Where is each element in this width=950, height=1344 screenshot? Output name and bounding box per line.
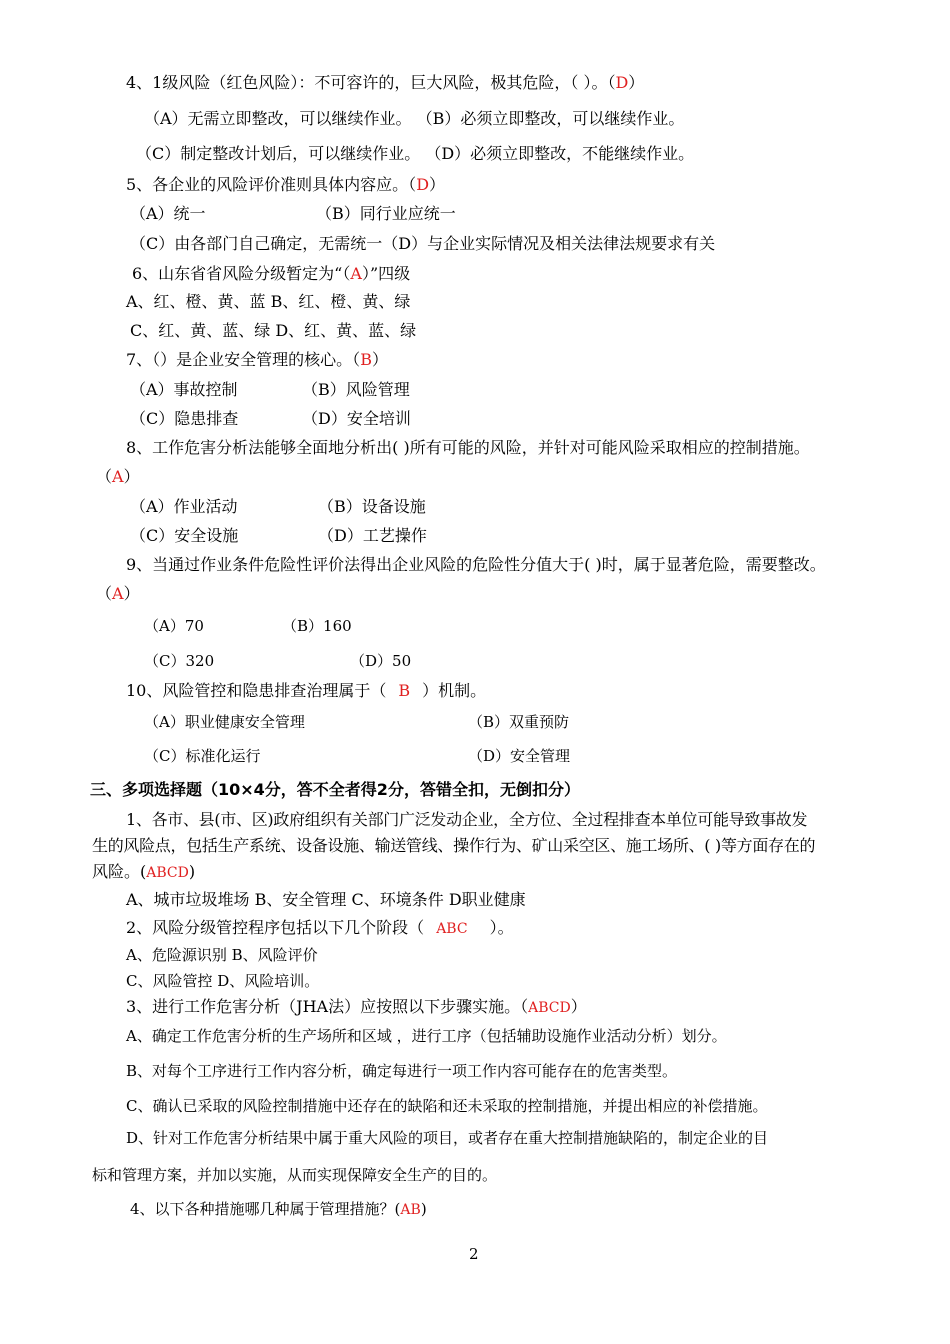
m3-option-d-line-1: D、针对工作危害分析结果中属于重大风险的项目，或者存在重大控制措施缺陷的，制定企业的目 — [126, 1129, 769, 1147]
q7-answer: B — [360, 350, 372, 369]
q4-close: ） — [628, 73, 645, 92]
q6-answer: A — [350, 264, 362, 283]
q10-option-c: （C）标准化运行 — [144, 747, 261, 765]
q8-option-b: （B）设备设施 — [318, 497, 426, 516]
q6-stem — [132, 264, 410, 284]
m4-stem — [130, 1199, 427, 1220]
q7-option-b: （B）风险管理 — [302, 380, 410, 399]
q8-answer-line — [96, 467, 140, 487]
q5-option-a: （A）统一 — [130, 204, 206, 223]
q6-close: ）”四级 — [361, 264, 411, 283]
q8-answer: A — [112, 467, 124, 486]
page-number: 2 — [469, 1245, 479, 1263]
q7-stem — [126, 350, 388, 370]
m3-stem — [126, 997, 587, 1018]
section3-title: 三、多项选择题（10×4分，答不全者得2分，答错全扣，无倒扣分） — [90, 780, 580, 799]
m1-line-3 — [92, 862, 195, 883]
q10-option-a: （A）职业健康安全管理 — [144, 713, 305, 731]
q7-option-d: （D）安全培训 — [302, 409, 411, 428]
q10-option-d: （D）安全管理 — [468, 747, 571, 765]
m1-options: A、城市垃圾堆场 B、安全管理 C、环境条件 D职业健康 — [126, 890, 526, 909]
q9-open: （ — [96, 584, 113, 603]
q10-option-b: （B）双重预防 — [468, 713, 570, 731]
m1-line-3-text: 风险。( — [92, 862, 147, 881]
q10-answer: B — [398, 681, 411, 700]
q4-options-ab: （A）无需立即整改，可以继续作业。 （B）必须立即整改，可以继续作业。 — [144, 109, 685, 128]
m3-answer: ABCD — [528, 1000, 571, 1016]
q9-option-b: （B）160 — [282, 617, 352, 635]
q5-stem — [126, 175, 445, 195]
m3-close: ） — [570, 997, 587, 1016]
m3-stem-text: 3、进行工作危害分析（JHA法）应按照以下步骤实施。（ — [126, 997, 529, 1016]
q8-option-d: （D）工艺操作 — [318, 526, 427, 545]
q4-stem — [126, 73, 644, 93]
q5-close: ） — [429, 175, 446, 194]
q8-close: ） — [123, 467, 140, 486]
q6-options-ab: A、红、橙、黄、蓝 B、红、橙、黄、绿 — [126, 292, 411, 311]
q9-option-c: （C）320 — [144, 652, 215, 670]
q9-option-d: （D）50 — [350, 652, 412, 670]
q7-option-a: （A）事故控制 — [130, 380, 238, 399]
q8-open: （ — [96, 467, 113, 486]
m1-answer: ABCD — [146, 865, 189, 881]
q6-options-cd: C、红、黄、蓝、绿 D、红、黄、蓝、绿 — [130, 321, 417, 340]
q8-option-a: （A）作业活动 — [130, 497, 238, 516]
m2-answer: ABC — [436, 921, 468, 937]
q4-options-cd: （C）制定整改计划后，可以继续作业。 （D）必须立即整改，不能继续作业。 — [136, 144, 695, 163]
q4-answer: D — [615, 73, 629, 92]
q5-option-b: （B）同行业应统一 — [316, 204, 456, 223]
m4-close: ) — [420, 1200, 427, 1218]
m4-stem-text: 4、以下各种措施哪几种属于管理措施？( — [130, 1200, 401, 1218]
q8-stem: 8、工作危害分析法能够全面地分析出( )所有可能的风险，并针对可能风险采取相应的控制措施。 — [126, 438, 810, 457]
q10-stem-text: 10、风险管控和隐患排查治理属于（ — [126, 681, 387, 700]
q6-stem-text: 6、山东省省风险分级暂定为“（ — [132, 264, 351, 283]
m2-options-ab: A、危险源识别 B、风险评价 — [126, 946, 318, 964]
q10-close: ）机制。 — [422, 681, 487, 700]
q7-close: ） — [371, 350, 388, 369]
q5-stem-text: 5、各企业的风险评价准则具体内容应。（ — [126, 175, 417, 194]
q7-option-c: （C）隐患排查 — [130, 409, 239, 428]
q5-answer: D — [416, 175, 430, 194]
q9-answer-line — [96, 584, 140, 604]
q4-stem-text: 4、1级风险（红色风险）：不可容许的，巨大风险，极其危险，（ ）。（ — [126, 73, 616, 92]
m4-answer: AB — [400, 1202, 421, 1218]
m3-option-c: C、确认已采取的风险控制措施中还存在的缺陷和还未采取的控制措施，并提出相应的补偿措施。 — [126, 1097, 768, 1115]
q9-close: ） — [123, 584, 140, 603]
m2-options-cd: C、风险管控 D、风险培训。 — [126, 972, 320, 990]
m1-line-1: 1、各市、县(市、区)政府组织有关部门广泛发动企业，全方位、全过程排查本单位可能导致事故发 — [126, 810, 808, 829]
m2-stem-text: 2、风险分级管控程序包括以下几个阶段（ — [126, 918, 425, 937]
q10-stem — [126, 681, 486, 701]
m3-option-a: A、确定工作危害分析的生产场所和区域 ，进行工序（包括辅助设施作业活动分析）划分。 — [126, 1027, 727, 1045]
m1-line-2: 生的风险点，包括生产系统、设备设施、输送管线、操作行为、矿山采空区、施工场所、( )等方面存在的 — [92, 836, 816, 855]
q9-answer: A — [112, 584, 124, 603]
q9-stem: 9、当通过作业条件危险性评价法得出企业风险的危险性分值大于( )时，属于显著危险，需要整改。 — [126, 555, 826, 574]
q7-stem-text: 7、（）是企业安全管理的核心。（ — [126, 350, 361, 369]
q5-options-cd: （C）由各部门自己确定，无需统一（D）与企业实际情况及相关法律法规要求有关 — [130, 234, 716, 253]
q9-option-a: （A）70 — [144, 617, 204, 635]
m1-close: ) — [188, 862, 196, 881]
q8-option-c: （C）安全设施 — [130, 526, 239, 545]
m2-close: ）。 — [489, 918, 514, 937]
m3-option-b: B、对每个工序进行工作内容分析，确定每进行一项工作内容可能存在的危害类型。 — [126, 1062, 678, 1080]
m2-stem — [126, 918, 514, 939]
m3-option-d-line-2: 标和管理方案，并加以实施，从而实现保障安全生产的目的。 — [92, 1166, 498, 1184]
